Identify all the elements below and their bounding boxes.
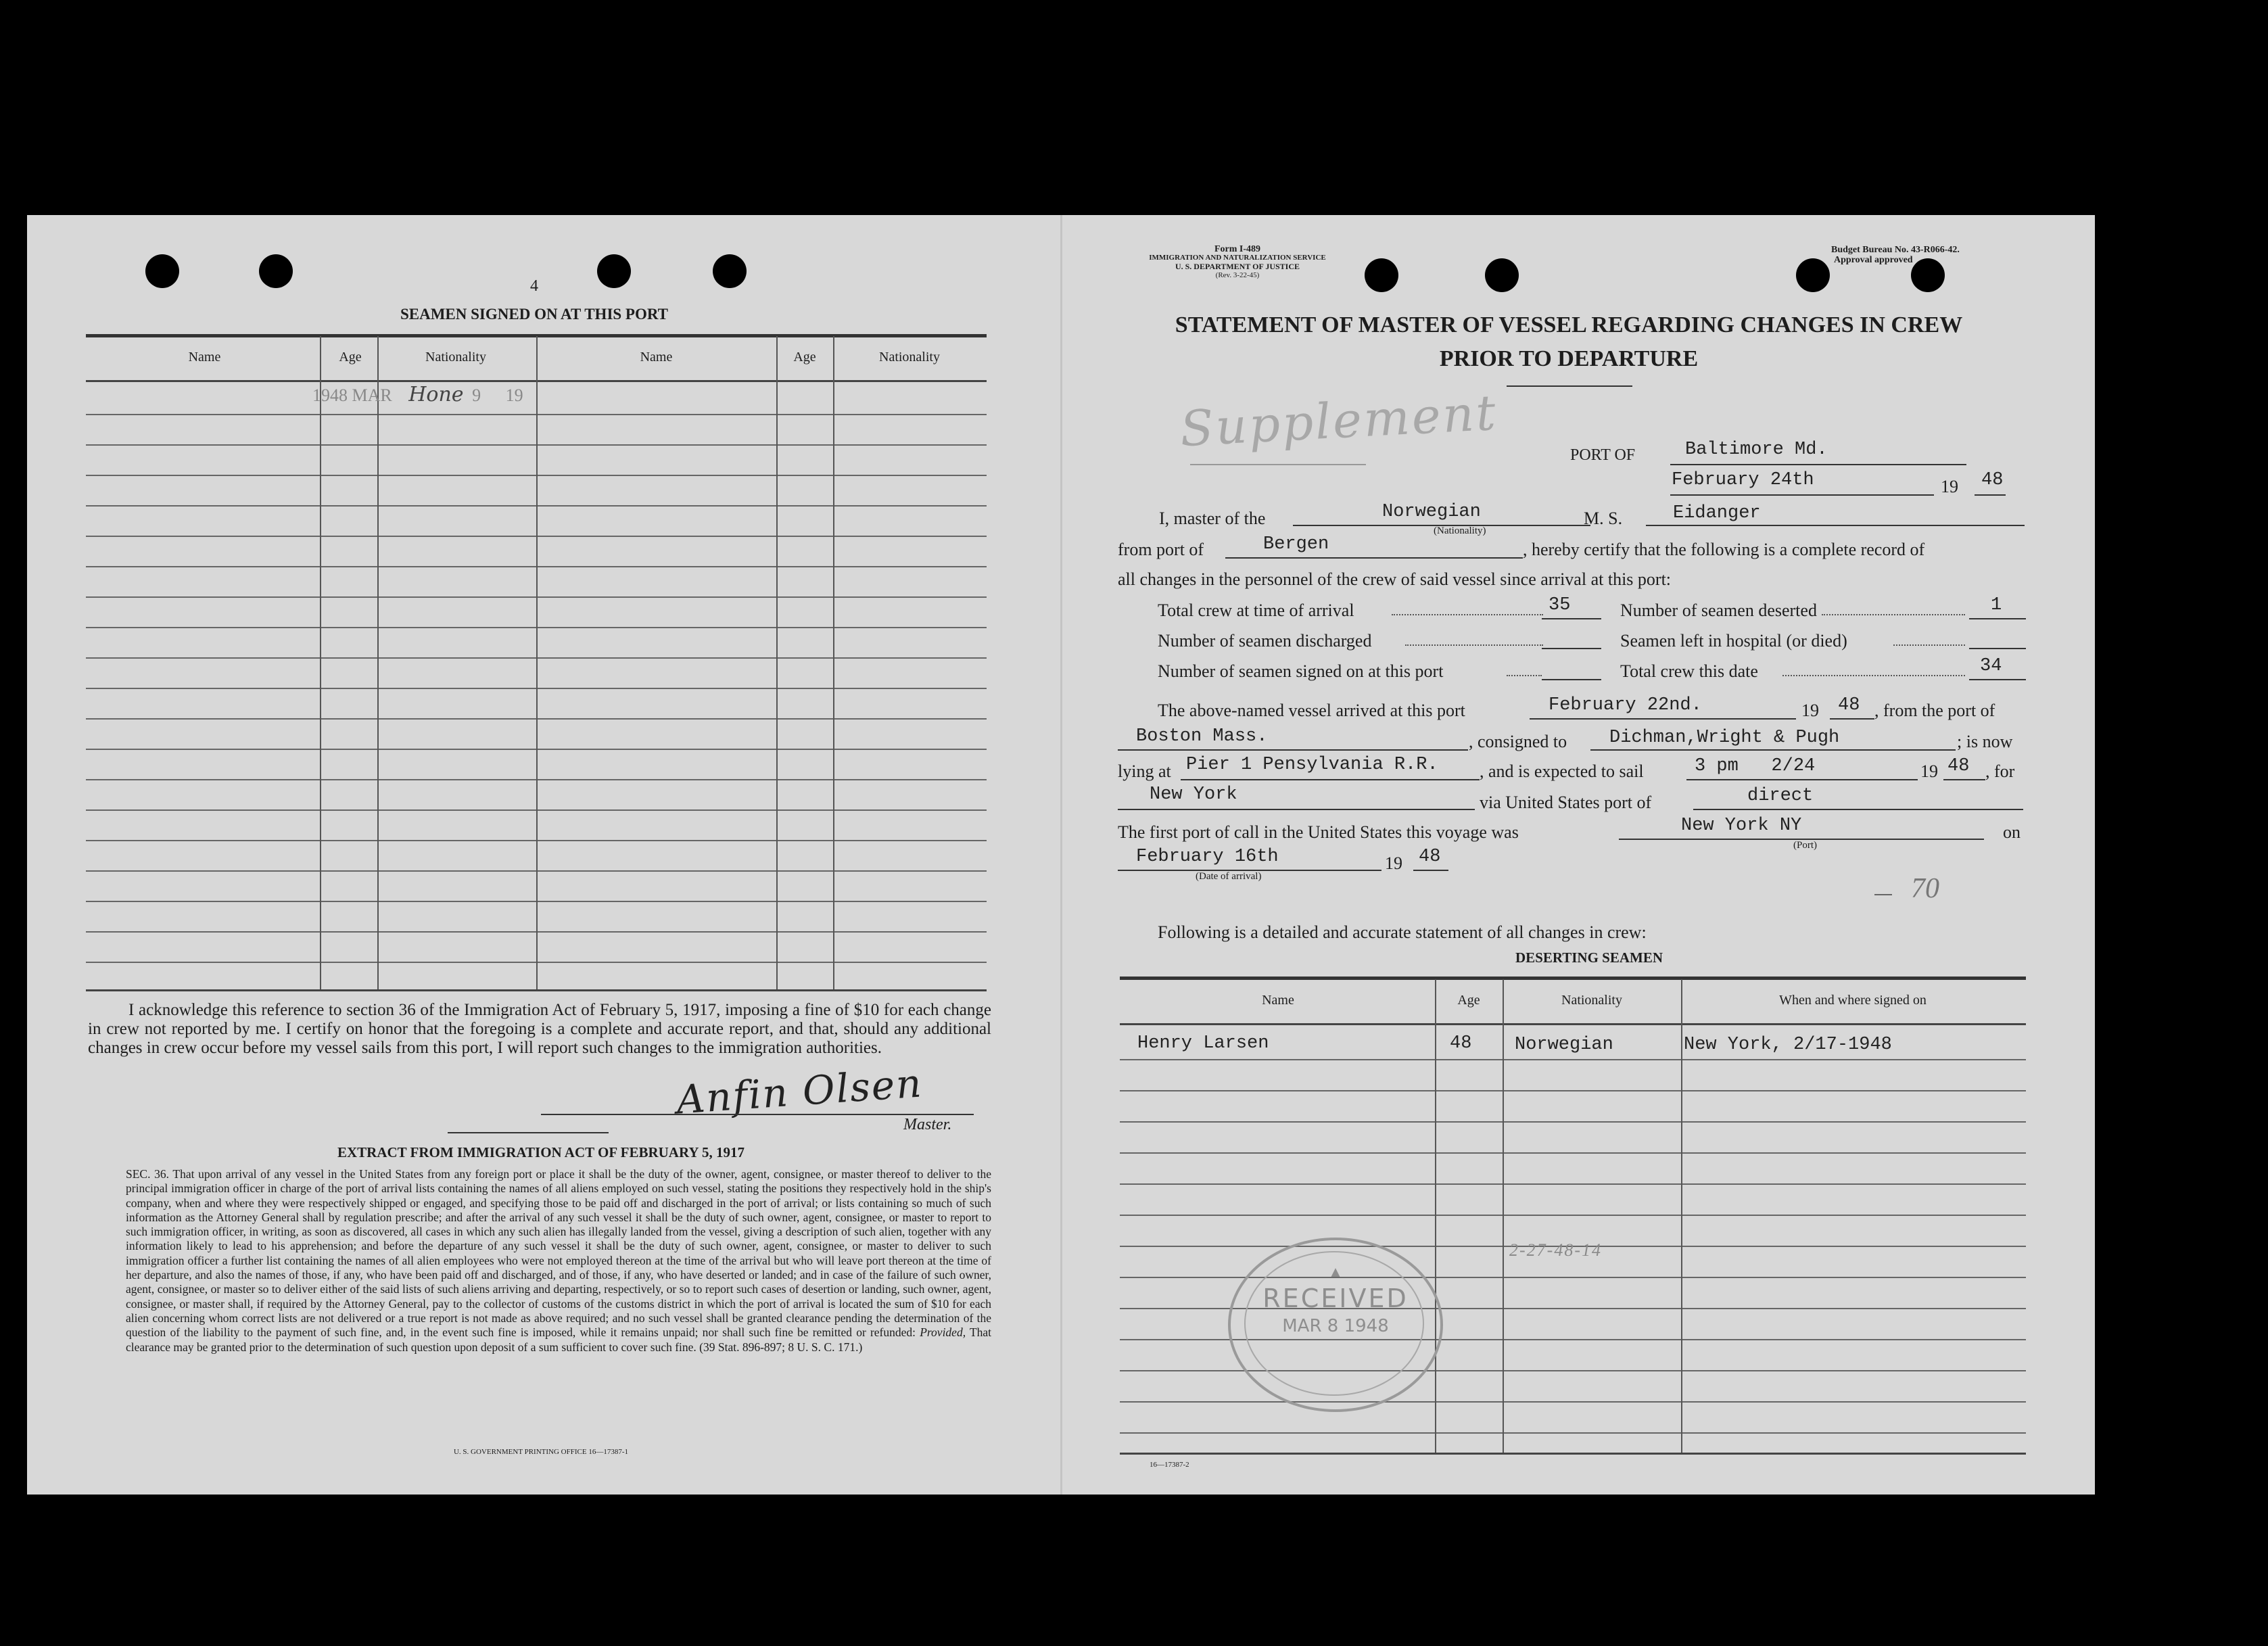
ship-prefix: M. S.	[1584, 509, 1623, 528]
total-crew-arrival-value: 35	[1549, 595, 1571, 615]
date-value: February 24th	[1672, 470, 1814, 490]
extract-end: That clearance may be granted prior to the determination of such question upon deposit of a sum sufficient to cover such fine. (39 Stat. 896-897; 8 U. S. C. 171.)	[126, 1325, 992, 1354]
title-line-1: STATEMENT OF MASTER OF VESSEL REGARDING CHANGES IN CREW	[1175, 312, 1963, 337]
punch-hole	[1485, 258, 1519, 292]
left-printer-line: U. S. GOVERNMENT PRINTING OFFICE 16—17387-1	[453, 1448, 628, 1456]
approval-note: Approval approved	[1834, 255, 1913, 265]
arrived-date: February 22nd.	[1549, 695, 1702, 715]
deserted-label: Number of seamen deserted	[1620, 601, 1817, 620]
col-name-2: Name	[640, 350, 673, 365]
hospital-label: Seamen left in hospital (or died)	[1620, 631, 1847, 651]
from-port-of-text: , from the port of	[1874, 701, 1995, 720]
for-label: , for	[1985, 761, 2015, 781]
extract-text	[126, 1167, 991, 1355]
master-of-the-label: I, master of the	[1159, 509, 1266, 528]
via-label: via United States port of	[1480, 793, 1652, 812]
lying-at-label: lying at	[1118, 761, 1171, 781]
date-of-arrival-caption: (Date of arrival)	[1196, 871, 1262, 882]
form-title	[1109, 308, 2029, 376]
table-row-rule	[1120, 1090, 2026, 1091]
stamp-number: 19	[505, 385, 523, 405]
budget-bureau	[1831, 245, 1960, 265]
nationality-value: Norwegian	[1382, 502, 1481, 522]
arrived-text: The above-named vessel arrived at this port	[1158, 701, 1465, 720]
destination-value: New York	[1150, 784, 1237, 805]
punch-hole	[145, 254, 179, 288]
form-header	[1109, 245, 1366, 280]
port-label: PORT OF	[1570, 446, 1636, 464]
extract-proviso: Provided,	[920, 1325, 966, 1340]
port-value: Baltimore Md.	[1685, 440, 1828, 460]
on-label: on	[2003, 822, 2021, 842]
first-port-value: New York NY	[1681, 816, 1802, 836]
punch-hole	[597, 254, 631, 288]
first-port-label: The first port of call in the United States this voyage was	[1118, 822, 1519, 842]
stamp-date: 1948 MAR	[312, 385, 392, 405]
table-row-rule	[1120, 1183, 2026, 1185]
pencil-note: 2-27-48-14	[1509, 1240, 1602, 1260]
col-age-2: Age	[793, 350, 816, 365]
acknowledgement-text: I acknowledge this reference to section 36 of the Immigration Act of February 5, 1917, imposing a fine of $10 for each change in crew not reported by me. I certify on honor that the foregoing is a complete and accurate report, and that, should any additional changes in crew occur before my vessel sails from this port, I will report such changes to the immigration authorities.	[88, 1001, 991, 1057]
consignee-value: Dichman,Wright & Pugh	[1609, 728, 1840, 748]
form-number: Form I-489	[1214, 244, 1261, 254]
deserter-name: Henry Larsen	[1137, 1033, 1269, 1054]
arrived-year-prefix: 19	[1801, 701, 1819, 720]
from-port-value: Bergen	[1263, 534, 1329, 555]
stamp-initials: Hone	[408, 383, 464, 406]
date-year-prefix: 19	[1941, 477, 1958, 496]
seamen-signed-on-title: SEAMEN SIGNED ON AT THIS PORT	[400, 306, 669, 323]
first-port-year-prefix: 19	[1385, 853, 1402, 873]
signed-on-label: Number of seamen signed on at this port	[1158, 661, 1444, 681]
page-fold	[1060, 215, 1062, 1495]
table-row-rule	[1120, 1152, 2026, 1154]
total-crew-date-value: 34	[1980, 656, 2002, 676]
col-nationality: Nationality	[1561, 993, 1622, 1008]
master-signature: Anfin Olsen	[675, 1060, 924, 1123]
total-crew-date-label: Total crew this date	[1620, 661, 1758, 681]
sail-year: 48	[1947, 756, 1970, 776]
punch-hole	[259, 254, 293, 288]
stamp-received-word: RECEIVED	[1262, 1284, 1409, 1313]
deserter-signed-on: New York, 2/17-1948	[1684, 1035, 1892, 1055]
agency-line-1: IMMIGRATION AND NATURALIZATION SERVICE	[1149, 254, 1326, 262]
master-label: Master.	[903, 1116, 952, 1133]
right-printer-line: 16—17387-2	[1150, 1461, 1189, 1469]
is-now-label: ; is now	[1957, 732, 2013, 751]
deserted-value: 1	[1991, 595, 2002, 615]
discharged-label: Number of seamen discharged	[1158, 631, 1372, 651]
total-crew-arrival-label: Total crew at time of arrival	[1158, 601, 1354, 620]
table-row-rule	[1120, 1215, 2026, 1216]
certify-text: , hereby certify that the following is a complete record of	[1523, 540, 1925, 559]
table-row-rule	[1120, 1059, 2026, 1060]
table-row-rule	[1120, 1432, 2026, 1434]
sail-time-value: 3 pm 2/24	[1695, 756, 1816, 776]
title-line-2: PRIOR TO DEPARTURE	[1439, 346, 1699, 371]
margin-number: 70	[1911, 873, 1939, 904]
table-row-rule	[1120, 1401, 2026, 1403]
arrived-year: 48	[1838, 695, 1860, 715]
agency-line-2: U. S. DEPARTMENT OF JUSTICE	[1175, 262, 1300, 271]
col-nationality-2: Nationality	[879, 350, 940, 365]
deserting-seamen-title: DESERTING SEAMEN	[1515, 949, 1663, 966]
arrived-from-port: Boston Mass.	[1136, 726, 1268, 747]
stamp-date: MAR 8 1948	[1282, 1316, 1389, 1336]
via-port-value: direct	[1747, 786, 1814, 806]
stamp-day: 9	[472, 385, 481, 405]
col-signed-on: When and where signed on	[1779, 993, 1927, 1008]
expected-sail-label: , and is expected to sail	[1480, 761, 1644, 781]
table-row-rule	[1120, 1121, 2026, 1123]
first-port-date: February 16th	[1136, 847, 1279, 867]
following-text: Following is a detailed and accurate statement of all changes in crew:	[1158, 922, 1647, 942]
nationality-caption: (Nationality)	[1434, 525, 1486, 536]
sail-year-prefix: 19	[1920, 761, 1938, 781]
deserter-age: 48	[1450, 1033, 1472, 1054]
col-name-1: Name	[188, 350, 221, 365]
punch-hole	[1365, 258, 1398, 292]
page-number: 4	[530, 277, 538, 295]
punch-hole	[713, 254, 747, 288]
received-date-stamp	[312, 383, 523, 406]
date-year: 48	[1981, 470, 2004, 490]
from-port-label: from port of	[1118, 540, 1204, 559]
lying-at-value: Pier 1 Pensylvania R.R.	[1186, 755, 1438, 775]
consigned-label: , consigned to	[1469, 732, 1567, 751]
first-port-year: 48	[1419, 847, 1441, 867]
budget-bureau-number: Budget Bureau No. 43-R066-42.	[1831, 245, 1960, 255]
ship-name: Eidanger	[1673, 503, 1761, 523]
extract-body: SEC. 36. That upon arrival of any vessel in the United States from any foreign port or place it shall be the duty of the owner, agent, consignee, or master thereof to deliver to the principal immigration officer in charge of the port of arrival lists containing the names of all aliens employed on such vessel, stating the positions they respectively hold in the ship's company, when and where they were respectively shipped or engaged, and specifying those to be paid off and discharged in the port of arrival; or lists containing so much of such information as the Attorney General shall by regulation prescribe; and after the arrival of any such vessel it shall be the duty of such owner, agent, consignee, or master to report to such immigration officer, in writing, as soon as discovered, all cases in which any such alien has illegally landed from the vessel, giving a description of such alien, together with any information likely to lead to his apprehension; and before the departure of any such vessel it shall be the duty of such owner, agent, consignee, or master to deliver to such immigration officer a further list containing the names of all alien employees who were not employed thereon at the time of the arrival but who will leave port thereon at the time of her departure, and also the names of those, if any, who have been paid off and discharged, and of those, if any, who have deserted or landed; and in case of the failure of such owner, agent, consignee, or master so to deliver either of the said lists of such aliens arriving and departing, respectively, or so to report such cases of desertion or landing, such owner, agent, consignee, or master shall, if required by the Attorney General, pay to the collector of customs of the customs district in which the port of arrival is located the sum of $10 for each alien concerning whom correct lists are not delivered or a true report is not made as above required; and no such vessel shall be granted clearance pending the determination of the question of the liability to the payment of such fine, and, in the event such fine is imposed, while it remains unpaid; nor shall such fine be remitted or refunded:	[126, 1167, 991, 1340]
deserter-nationality: Norwegian	[1515, 1035, 1613, 1055]
punch-hole	[1796, 258, 1830, 292]
port-caption: (Port)	[1793, 840, 1817, 851]
supplement-annotation: Supplement	[1179, 383, 1499, 458]
col-age-1: Age	[339, 350, 362, 365]
col-name: Name	[1262, 993, 1294, 1008]
col-nationality-1: Nationality	[425, 350, 486, 365]
stamp-arrow-icon: ▲	[1328, 1263, 1343, 1280]
certify-text-2: all changes in the personnel of the crew of said vessel since arrival at this port:	[1118, 569, 1672, 589]
form-revision: (Rev. 3-22-45)	[1215, 271, 1260, 279]
col-age: Age	[1457, 993, 1480, 1008]
extract-title: EXTRACT FROM IMMIGRATION ACT OF FEBRUARY 5, 1917	[337, 1144, 745, 1160]
received-stamp	[1228, 1238, 1443, 1412]
